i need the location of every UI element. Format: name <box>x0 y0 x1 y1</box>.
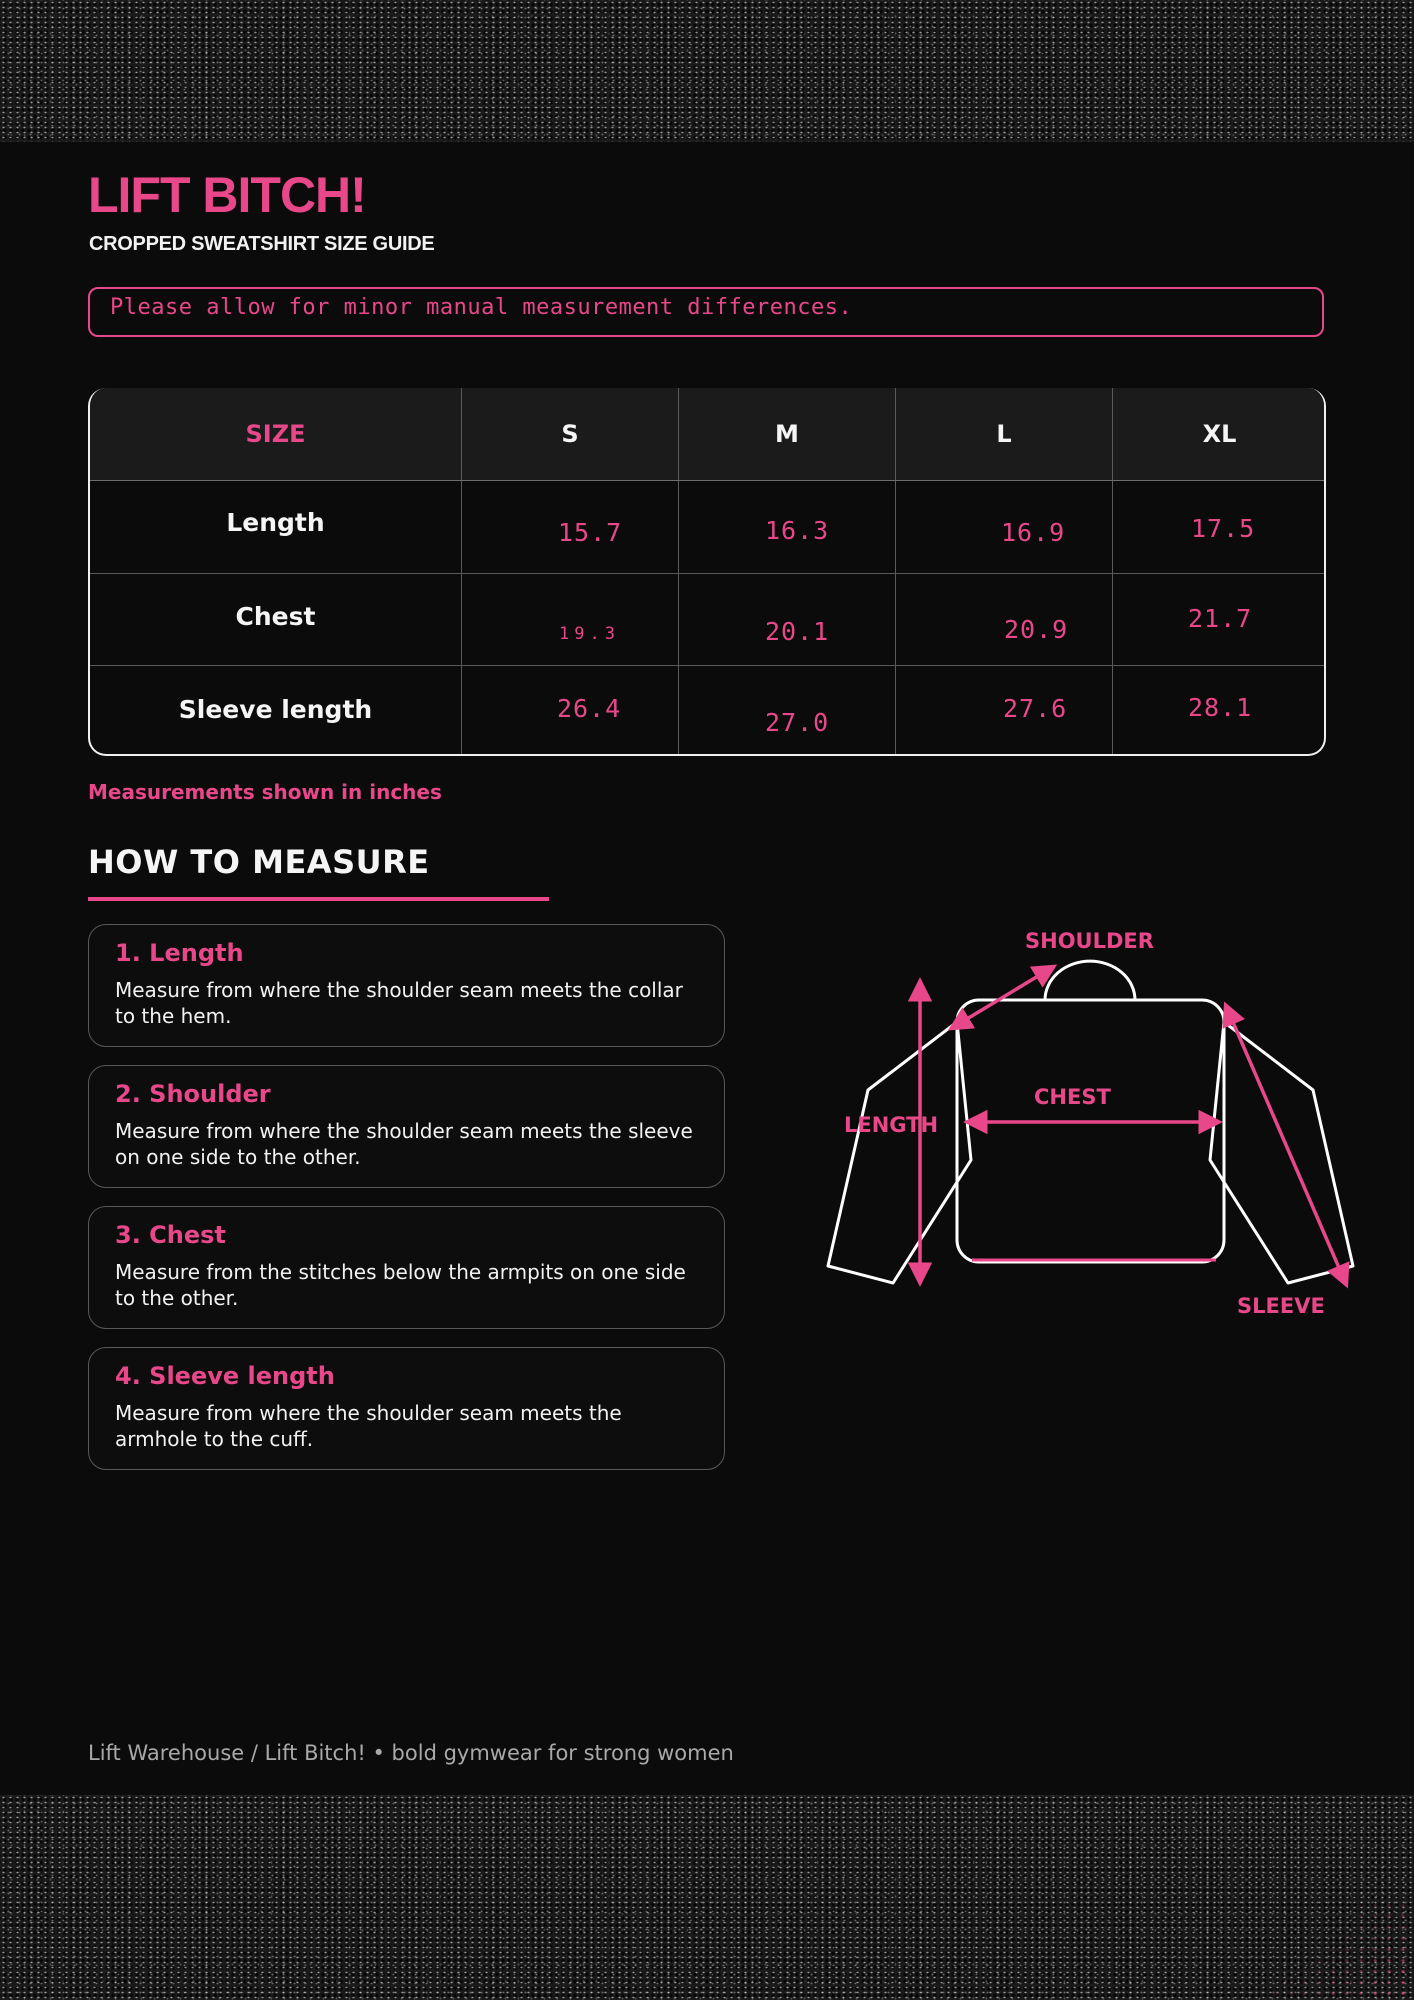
collar-outline <box>1045 961 1135 1000</box>
diagram-label-chest: CHEST <box>1034 1085 1111 1109</box>
value-chest-xl: 21.7 <box>1188 604 1253 633</box>
header-size-s: S <box>561 420 579 448</box>
value-length-l: 16.9 <box>1001 518 1066 547</box>
step-description: Measure from where the shoulder seam meets the sleeve on one side to the other. <box>115 1119 693 1169</box>
footer-text: Lift Warehouse / Lift Bitch! • bold gymwear for strong women <box>88 1741 734 1765</box>
step-title: 2. Shoulder <box>115 1080 271 1108</box>
right-sleeve-outline <box>1210 1022 1353 1283</box>
value-sleeve-m: 27.0 <box>765 708 830 737</box>
row-label-sleeve-length: Sleeve length <box>178 694 373 724</box>
value-chest-m: 20.1 <box>765 617 830 646</box>
value-chest-s: 19.3 <box>559 624 620 644</box>
brand-title: LIFT BITCH! <box>88 167 366 223</box>
header-size-label: SIZE <box>245 420 306 448</box>
value-length-m: 16.3 <box>765 516 830 545</box>
row-label-length: Length <box>226 507 325 537</box>
value-length-s: 15.7 <box>558 518 623 547</box>
step-description: Measure from where the shoulder seam meets the armhole to the cuff. <box>115 1401 622 1451</box>
value-sleeve-xl: 28.1 <box>1188 693 1253 722</box>
step-description: Measure from where the shoulder seam meets the collar to the hem. <box>115 978 683 1028</box>
step-description: Measure from the stitches below the armpits on one side to the other. <box>115 1260 686 1310</box>
value-chest-l: 20.9 <box>1004 615 1069 644</box>
left-sleeve-outline <box>828 1022 971 1283</box>
notice-text: Please allow for minor manual measurement differences. <box>110 295 853 320</box>
diagram-label-sleeve: SLEEVE <box>1237 1294 1325 1318</box>
value-sleeve-l: 27.6 <box>1003 694 1068 723</box>
diagram-label-length: LENGTH <box>844 1113 939 1137</box>
units-note: Measurements shown in inches <box>88 780 442 804</box>
header-size-l: L <box>996 420 1012 448</box>
page-subtitle: CROPPED SWEATSHIRT SIZE GUIDE <box>89 233 435 255</box>
body-outline <box>957 1000 1224 1262</box>
header-size-m: M <box>775 420 799 448</box>
row-label-chest: Chest <box>235 601 316 631</box>
step-title: 1. Length <box>115 939 244 967</box>
shoulder-arrow <box>952 967 1053 1028</box>
sleeve-arrow <box>1226 1006 1346 1284</box>
value-length-xl: 17.5 <box>1191 514 1256 543</box>
header-size-xl: XL <box>1202 420 1237 448</box>
diagram-label-shoulder: SHOULDER <box>1025 929 1154 953</box>
step-title: 3. Chest <box>115 1221 226 1249</box>
value-sleeve-s: 26.4 <box>557 694 622 723</box>
how-to-measure-title: HOW TO MEASURE <box>88 843 430 881</box>
step-title: 4. Sleeve length <box>115 1362 335 1390</box>
